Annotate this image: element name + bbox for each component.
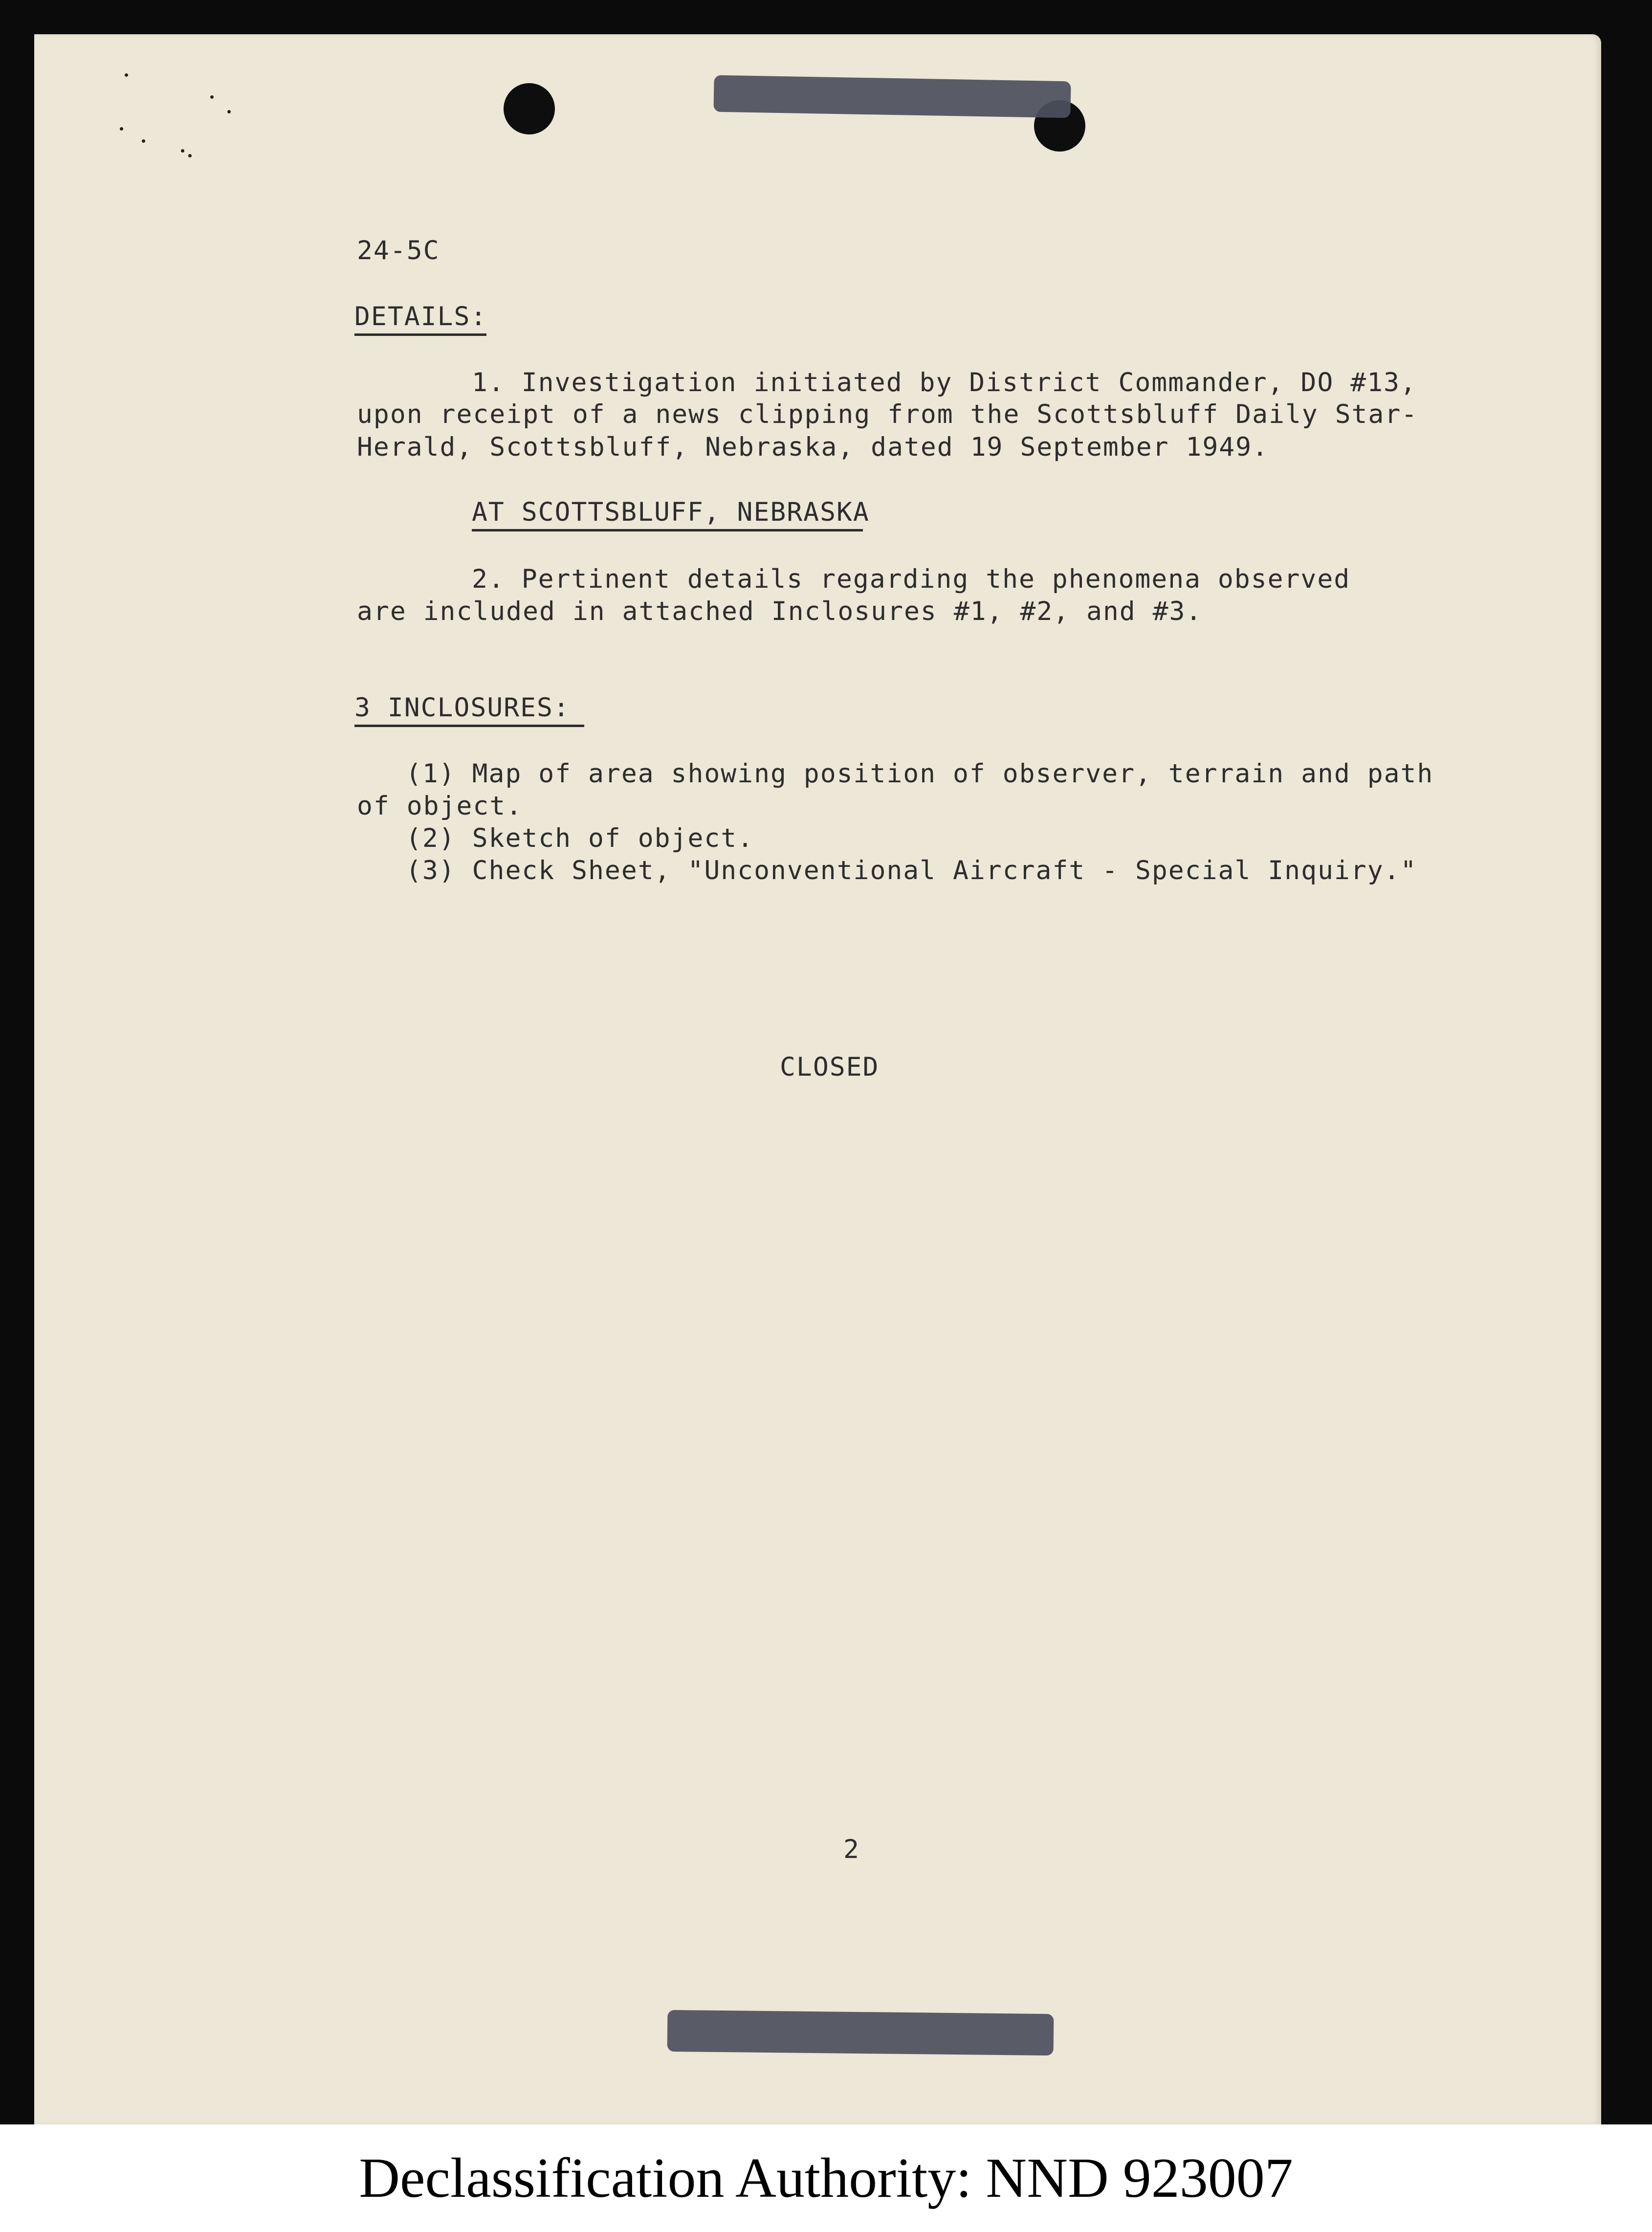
document-page [34, 34, 1601, 2124]
location-heading: AT SCOTTSBLUFF, NEBRASKA [472, 497, 870, 527]
inclosure-1-line-2: of object. [357, 791, 523, 821]
paragraph-2-line-1: 2. Pertinent details regarding the phenomena observed [472, 564, 1351, 594]
inclosure-1-line-1: (1) Map of area showing position of observer, terrain and path [406, 759, 1434, 789]
location-underline [472, 529, 863, 531]
speck [210, 95, 214, 99]
speck [181, 149, 184, 153]
details-heading: DETAILS: [354, 302, 487, 331]
page-number: 2 [843, 1834, 860, 1864]
inclosures-underline [354, 725, 584, 727]
inclosure-2: (2) Sketch of object. [406, 823, 754, 853]
redaction-top [713, 75, 1071, 118]
file-number: 24-5C [357, 236, 440, 265]
speck [120, 127, 123, 131]
declassification-footer [0, 2124, 1652, 2232]
paragraph-1-line-3: Herald, Scottsbluff, Nebraska, dated 19 September 1949. [357, 432, 1269, 462]
details-underline [354, 333, 486, 336]
paragraph-1-line-2: upon receipt of a news clipping from the Scottsbluff Daily Star- [357, 399, 1418, 429]
punch-hole-left [504, 83, 555, 134]
paragraph-1-line-1: 1. Investigation initiated by District Commander, DO #13, [472, 368, 1417, 398]
speck [125, 73, 128, 77]
inclosure-3: (3) Check Sheet, "Unconventional Aircraft - Special Inquiry." [406, 856, 1417, 885]
inclosures-heading: 3 INCLOSURES: [354, 693, 570, 723]
speck [142, 139, 145, 143]
speck [188, 154, 192, 157]
redaction-bottom [667, 2010, 1054, 2055]
paragraph-2-line-2: are included in attached Inclosures #1, #2, and #3. [357, 597, 1203, 626]
declassification-text: Declassification Authority: NND 923007 [359, 2146, 1293, 2210]
speck [227, 110, 231, 113]
status-closed: CLOSED [780, 1052, 880, 1082]
